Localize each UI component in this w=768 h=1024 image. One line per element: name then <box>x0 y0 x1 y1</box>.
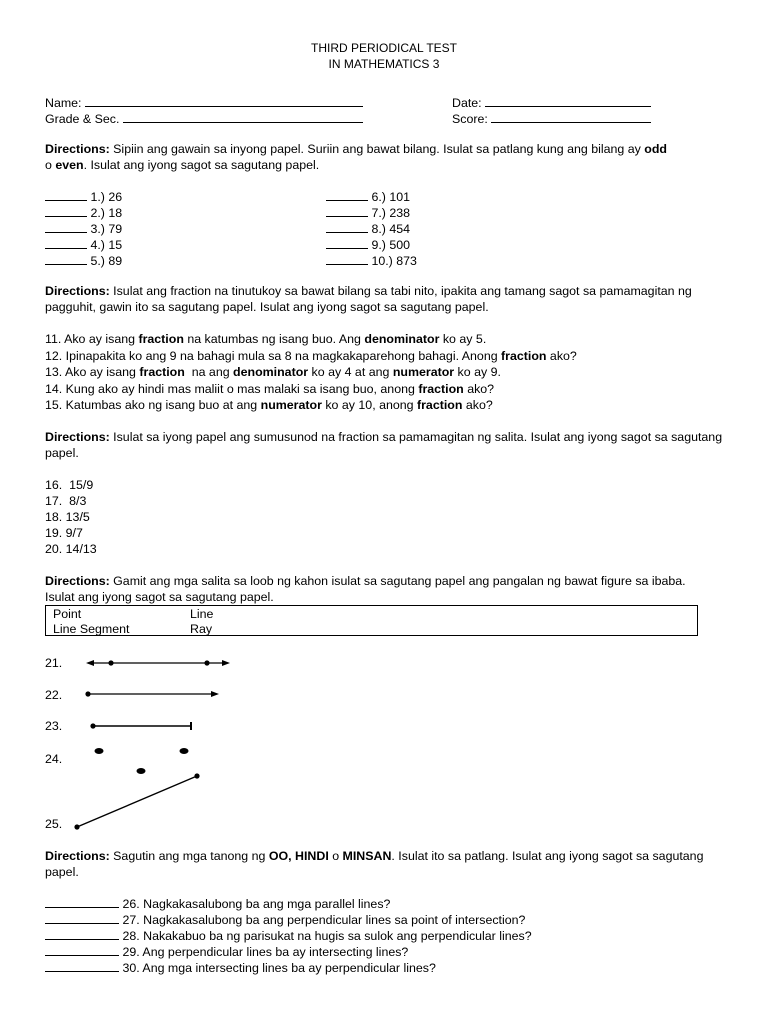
fraction-item-18: 18. 13/5 <box>45 510 90 524</box>
figure-22-ray <box>85 691 219 697</box>
fraction-item-16: 16. 15/9 <box>45 478 94 492</box>
word-ray: Ray <box>190 622 213 636</box>
answer-blank[interactable] <box>45 895 119 908</box>
name-label: Name: <box>45 96 82 110</box>
answer-blank[interactable] <box>45 911 119 924</box>
part5-directions <box>45 848 725 880</box>
options-oo-hindi: OO, HINDI <box>268 849 329 863</box>
part2-directions-label: Directions: <box>45 284 110 298</box>
odd-word: odd <box>644 142 667 156</box>
question-14: 14. Kung ako ay hindi mas maliit o mas malaki sa isang buo, anong fraction ako? <box>45 382 495 396</box>
word-line: Line <box>190 607 214 621</box>
item-text: 3.) 79 <box>90 222 123 236</box>
part5-directions-text-a: Sagutin ang mga tanong ng <box>113 849 269 863</box>
answer-blank[interactable] <box>45 959 119 972</box>
fraction-item-17: 17. 8/3 <box>45 494 87 508</box>
figure-label-21: 21. <box>45 656 63 670</box>
question-text: 28. Nakakabuo ba ng parisukat na hugis sa sulok ang perpendicular lines? <box>122 929 532 943</box>
test-title: THIRD PERIODICAL TEST <box>310 41 458 55</box>
answer-blank[interactable] <box>45 927 119 940</box>
figure-23-line-segment <box>90 722 191 730</box>
part5-directions-text-b: o <box>328 849 343 863</box>
question-text: 26. Nagkakasalubong ba ang mga parallel lines? <box>122 897 391 911</box>
question-12: 12. Ipinapakita ko ang 9 na bahagi mula sa 8 na magkakaparehong bahagi. Anong fraction ako? <box>45 349 577 363</box>
item-text: 2.) 18 <box>90 206 123 220</box>
question-15: 15. Katumbas ako ng isang buo at ang numerator ko ay 10, anong fraction ako? <box>45 398 493 412</box>
question-29[interactable] <box>45 943 408 960</box>
part3-directions-label: Directions: <box>45 430 110 444</box>
item-text: 10.) 873 <box>371 254 417 268</box>
part5-directions-text-c: . Isulat ito sa patlang. Isulat ang iyong sagot sa sagutang papel. <box>45 849 704 879</box>
question-28[interactable] <box>45 927 532 944</box>
option-minsan: MINSAN <box>342 849 392 863</box>
item-text: 8.) 454 <box>371 222 411 236</box>
figure-label-24: 24. <box>45 752 63 766</box>
part3-directions-text: Isulat sa iyong papel ang sumusunod na fraction sa pamamagitan ng salita. Isulat ang iyong sagot sa sagutang papel. <box>45 430 723 460</box>
part1-directions-label: Directions: <box>45 142 110 156</box>
word-point: Point <box>53 607 82 621</box>
part1-directions-text-c: . Isulat ang iyong sagot sa sagutang papel. <box>83 158 320 172</box>
question-13: 13. Ako ay isang fraction na ang denominator ko ay 4 at ang numerator ko ay 9. <box>45 365 501 379</box>
part2-directions-text: Isulat ang fraction na tinutukoy sa bawat bilang sa tabi nito, ipakita ang tamang sagot sa pamamagitan ng pagguhit, gawin ito sa sagutang papel. Isulat ang iyong sagot sa sagutang papel. <box>45 284 692 314</box>
item-text: 5.) 89 <box>90 254 123 268</box>
part5-directions-label: Directions: <box>45 849 110 863</box>
figure-label-22: 22. <box>45 688 63 702</box>
item-text: 1.) 26 <box>90 190 123 204</box>
question-30[interactable] <box>45 959 436 976</box>
figure-24-points <box>95 748 189 774</box>
figure-label-23: 23. <box>45 719 63 733</box>
figure-25-line-segment <box>74 773 199 829</box>
part4-directions-label: Directions: <box>45 574 110 588</box>
word-line-segment: Line Segment <box>53 622 130 636</box>
question-text: 29. Ang perpendicular lines ba ay intersecting lines? <box>122 945 409 959</box>
test-subtitle: IN MATHEMATICS 3 <box>328 57 440 71</box>
question-27[interactable] <box>45 911 525 928</box>
question-11: 11. Ako ay isang fraction na katumbas ng isang buo. Ang denominator ko ay 5. <box>45 332 487 346</box>
part4-directions-text: Gamit ang mga salita sa loob ng kahon isulat sa sagutang papel ang pangalan ng bawat figure sa ibaba. Isulat ang iyong sagot sa sagutang papel. <box>45 574 686 604</box>
grade-label: Grade & Sec. <box>45 112 120 126</box>
item-text: 7.) 238 <box>371 206 411 220</box>
answer-blank[interactable] <box>45 943 119 956</box>
question-26[interactable] <box>45 895 390 912</box>
part1-directions-text-b: o <box>45 158 56 172</box>
figure-21-line <box>86 660 230 666</box>
date-label: Date: <box>452 96 482 110</box>
fraction-item-20: 20. 14/13 <box>45 542 97 556</box>
item-text: 9.) 500 <box>371 238 411 252</box>
part1-directions-text-a: Sipiin ang gawain sa inyong papel. Suriin ang bawat bilang. Isulat sa patlang kung ang bilang ay <box>113 142 645 156</box>
question-text: 30. Ang mga intersecting lines ba ay perpendicular lines? <box>122 961 436 975</box>
even-word: even <box>55 158 84 172</box>
score-label: Score: <box>452 112 488 126</box>
item-text: 4.) 15 <box>90 238 123 252</box>
item-text: 6.) 101 <box>371 190 411 204</box>
figure-label-25: 25. <box>45 817 63 831</box>
fraction-item-19: 19. 9/7 <box>45 526 83 540</box>
question-text: 27. Nagkakasalubong ba ang perpendicular lines sa point of intersection? <box>122 913 526 927</box>
